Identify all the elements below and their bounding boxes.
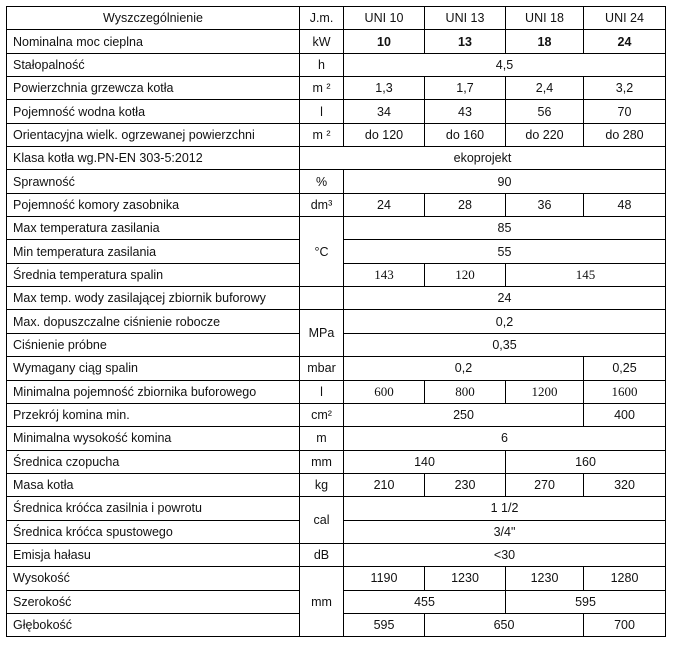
value-uni13: 800 [425,380,506,403]
value-uni10: 143 [344,263,425,286]
row-label: Stałopalność [7,53,300,76]
row-chimney-section [7,403,666,426]
value-uni10: 600 [344,380,425,403]
row-unit: mm [300,450,344,473]
header-model-uni18: UNI 18 [506,7,584,30]
row-unit-dimensions: mm [300,567,344,637]
row-unit-pressure: MPa [300,310,344,357]
row-label: Min temperatura zasilania [7,240,300,263]
row-label: Wymagany ciąg spalin [7,357,300,380]
row-label: Przekrój komina min. [7,403,300,426]
value-uni13: do 160 [425,123,506,146]
value-all: <30 [344,543,666,566]
row-unit: kg [300,473,344,496]
row-unit: cm² [300,403,344,426]
value-uni18-uni24: 145 [506,263,666,286]
value-uni10-uni13: 455 [344,590,506,613]
value-uni18: 18 [506,30,584,53]
value-all: 6 [344,427,666,450]
row-supply-return-diameter [7,497,666,520]
row-hopper-capacity [7,193,666,216]
value-uni13-uni18: 650 [425,613,584,636]
row-unit-empty [300,287,344,310]
value-uni13: 1230 [425,567,506,590]
value-uni10: do 120 [344,123,425,146]
row-boiler-class [7,147,666,170]
value-all: 4,5 [344,53,666,76]
value-uni24: 48 [584,193,666,216]
row-label: Nominalna moc cieplna [7,30,300,53]
value-uni18: 270 [506,473,584,496]
row-chimney-height [7,427,666,450]
row-unit-temperature: °C [300,217,344,287]
row-max-supply-temp [7,217,666,240]
value-uni18: 1200 [506,380,584,403]
row-label: Emisja hałasu [7,543,300,566]
value-all: 0,35 [344,333,666,356]
value-all: ekoprojekt [300,147,666,170]
spec-table [6,6,666,637]
header-model-uni13: UNI 13 [425,7,506,30]
value-uni10-uni13: 140 [344,450,506,473]
value-uni13: 1,7 [425,77,506,100]
row-label: Średnica króćca zasilnia i powrotu [7,497,300,520]
row-unit-cal: cal [300,497,344,544]
value-uni13: 120 [425,263,506,286]
value-uni18: 36 [506,193,584,216]
value-uni24: 320 [584,473,666,496]
value-uni24: 0,25 [584,357,666,380]
value-uni10: 1,3 [344,77,425,100]
row-label: Wysokość [7,567,300,590]
row-noise [7,543,666,566]
row-label: Głębokość [7,613,300,636]
value-uni10: 210 [344,473,425,496]
value-all: 0,2 [344,310,666,333]
row-nominal-power [7,30,666,53]
value-uni24: 1280 [584,567,666,590]
value-uni10-uni18: 0,2 [344,357,584,380]
header-model-uni10: UNI 10 [344,7,425,30]
row-unit: mbar [300,357,344,380]
value-uni13: 230 [425,473,506,496]
row-unit: l [300,100,344,123]
row-label: Max. dopuszczalne ciśnienie robocze [7,310,300,333]
value-all: 3/4" [344,520,666,543]
value-all: 24 [344,287,666,310]
value-uni24: do 280 [584,123,666,146]
row-unit: dm³ [300,193,344,216]
header-model-uni24: UNI 24 [584,7,666,30]
row-label: Powierzchnia grzewcza kotła [7,77,300,100]
value-uni13: 28 [425,193,506,216]
row-unit: h [300,53,344,76]
row-label: Pojemność komory zasobnika [7,193,300,216]
row-label: Max temp. wody zasilającej zbiornik buforowy [7,287,300,310]
row-label: Minimalna pojemność zbiornika buforowego [7,380,300,403]
value-all: 55 [344,240,666,263]
row-flue-diameter [7,450,666,473]
row-unit: % [300,170,344,193]
value-uni18: do 220 [506,123,584,146]
row-unit: l [300,380,344,403]
value-all: 90 [344,170,666,193]
value-uni10: 595 [344,613,425,636]
row-label: Średnica króćca spustowego [7,520,300,543]
value-uni18-uni24: 595 [506,590,666,613]
row-unit: m [300,427,344,450]
row-heating-surface [7,77,666,100]
value-uni24: 24 [584,30,666,53]
value-uni13: 13 [425,30,506,53]
row-heated-area [7,123,666,146]
value-uni18-uni24: 160 [506,450,666,473]
row-unit: dB [300,543,344,566]
row-buffer-temp [7,287,666,310]
row-max-pressure [7,310,666,333]
row-unit: m ² [300,77,344,100]
row-label: Orientacyjna wielk. ogrzewanej powierzchni [7,123,300,146]
value-uni18: 1230 [506,567,584,590]
row-draught [7,357,666,380]
row-fixed-power [7,53,666,76]
row-label: Średnia temperatura spalin [7,263,300,286]
value-uni10: 10 [344,30,425,53]
value-uni10-uni18: 250 [344,403,584,426]
value-uni24: 700 [584,613,666,636]
row-label: Minimalna wysokość komina [7,427,300,450]
row-unit: kW [300,30,344,53]
value-uni18: 56 [506,100,584,123]
row-boiler-mass [7,473,666,496]
row-water-capacity [7,100,666,123]
row-label: Pojemność wodna kotła [7,100,300,123]
row-label: Szerokość [7,590,300,613]
row-buffer-tank [7,380,666,403]
header-unit: J.m. [300,7,344,30]
row-label: Sprawność [7,170,300,193]
row-unit: m ² [300,123,344,146]
row-efficiency [7,170,666,193]
header-item: Wyszczególnienie [7,7,300,30]
value-all: 85 [344,217,666,240]
row-label: Klasa kotła wg.PN-EN 303-5:2012 [7,147,300,170]
row-height [7,567,666,590]
value-uni24: 400 [584,403,666,426]
row-label: Masa kotła [7,473,300,496]
value-uni18: 2,4 [506,77,584,100]
value-uni10: 24 [344,193,425,216]
value-all: 1 1/2 [344,497,666,520]
row-label: Średnica czopucha [7,450,300,473]
value-uni13: 43 [425,100,506,123]
value-uni24: 3,2 [584,77,666,100]
value-uni24: 1600 [584,380,666,403]
value-uni10: 34 [344,100,425,123]
header-row [7,7,666,30]
row-label: Max temperatura zasilania [7,217,300,240]
value-uni24: 70 [584,100,666,123]
row-label: Ciśnienie próbne [7,333,300,356]
value-uni10: 1190 [344,567,425,590]
